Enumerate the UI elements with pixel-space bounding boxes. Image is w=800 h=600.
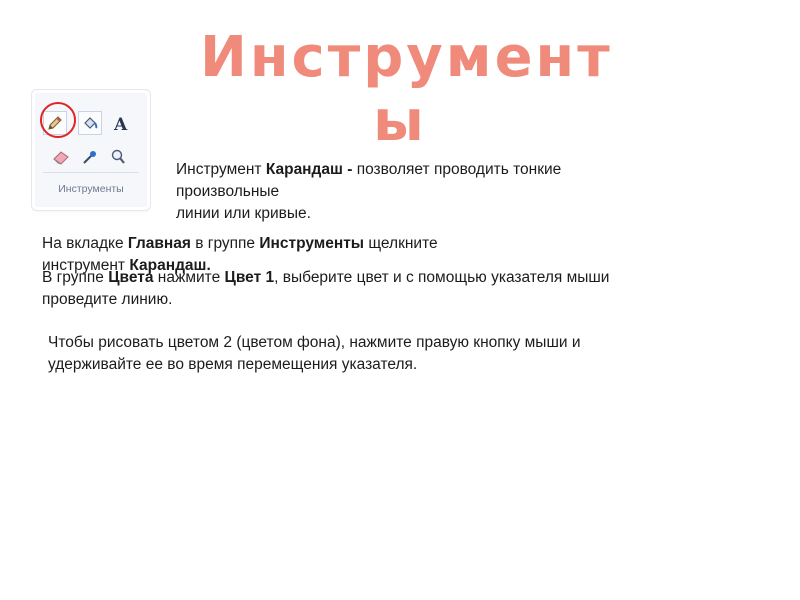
color-picker-icon — [78, 145, 102, 169]
tools-separator — [43, 172, 139, 173]
tools-group-label: Инструменты — [58, 183, 124, 195]
instruction-color2: Чтобы рисовать цветом 2 (цветом фона), нажмите правую кнопку мыши и удерживайте ее во время перемещения указателя. — [48, 334, 581, 373]
text-icon — [109, 111, 133, 135]
slide-title-line1: Инструмент — [200, 25, 613, 90]
magnifier-icon — [106, 145, 130, 169]
instruction-home-tab: На вкладке Главная в группе Инструменты щелкните инструмент Карандаш. — [42, 235, 438, 274]
pencil-description: Инструмент Карандаш - позволяет проводить тонкие произвольные линии или кривые. — [176, 161, 562, 222]
eraser-icon — [49, 145, 73, 169]
instruction-colors-group: В группе Цвета нажмите Цвет 1, выберите цвет и с помощью указателя мыши проведите линию. — [42, 269, 610, 308]
slide-title — [200, 25, 613, 154]
slide-title-line2: ы — [373, 89, 427, 154]
svg-text:A: A — [114, 115, 128, 133]
highlight-circle — [40, 102, 76, 138]
fill-bucket-icon — [78, 111, 102, 135]
